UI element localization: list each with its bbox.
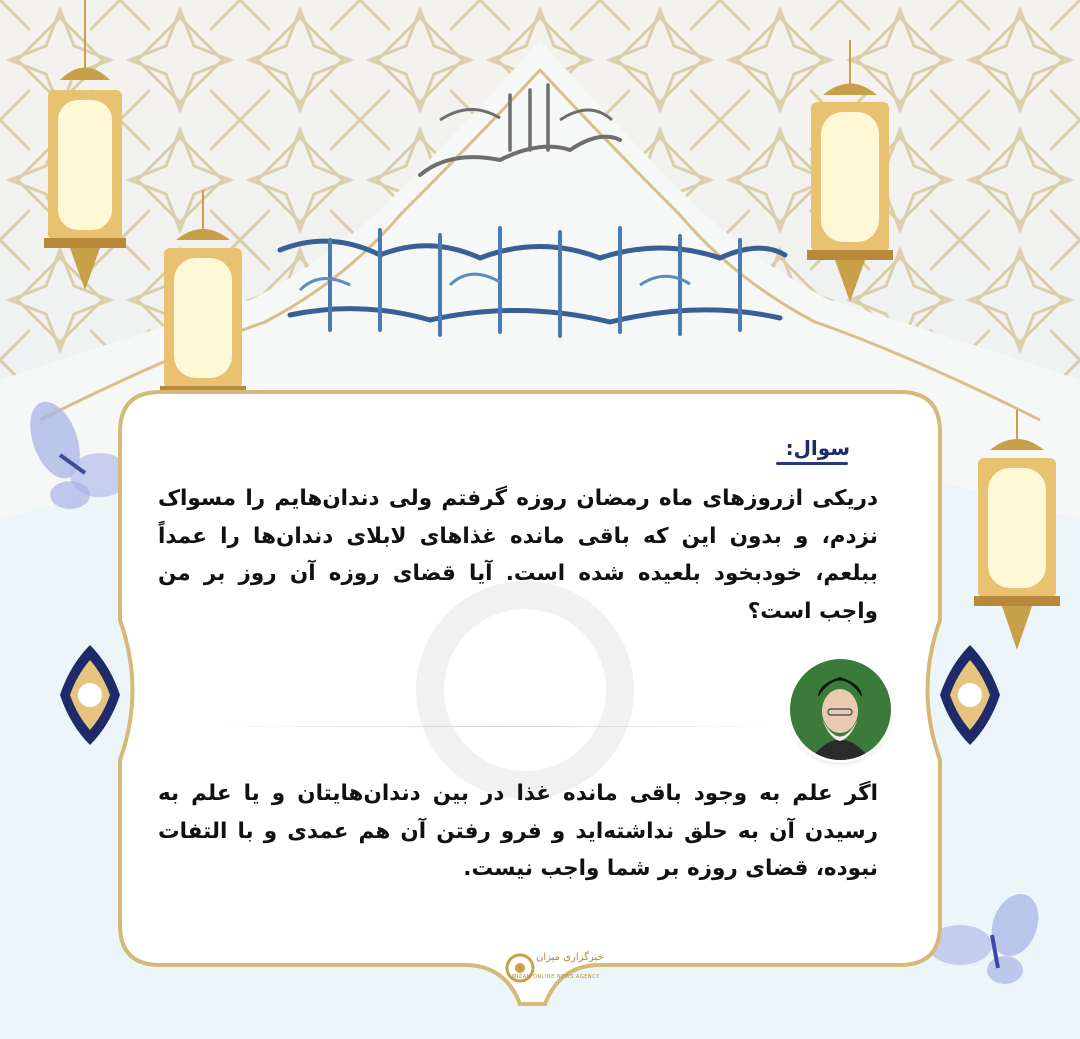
brand-name: خبرگزاری میزان	[536, 952, 604, 963]
speaker-portrait	[790, 659, 891, 760]
brand-subtitle: MIZAN ONLINE NEWS AGENCY	[512, 974, 600, 980]
question-label: سوال:	[785, 436, 850, 460]
avatar	[790, 659, 891, 760]
divider	[200, 726, 790, 727]
question-label-underline	[776, 462, 848, 465]
answer-text: اگر علم به وجود باقی مانده غذا در بین دندان‌هایتان و یا علم به رسیدن آن به حلق نداشته‌اید و فرو رفتن آن هم عمدی و با التفات نبوده، قضای روزه بر شما واجب نیست.	[158, 781, 878, 881]
question-text: دریکی ازروزهای ماه رمضان روزه گرفتم ولی دندان‌هایم را مسواک نزدم، و بدون این که باقی مانده غذاهای لابلای دندان‌ها را عمداً ببلعم، خودبخود بلعیده شده است. آیا قضای روزه آن روز بر من واجب است؟	[158, 486, 878, 624]
